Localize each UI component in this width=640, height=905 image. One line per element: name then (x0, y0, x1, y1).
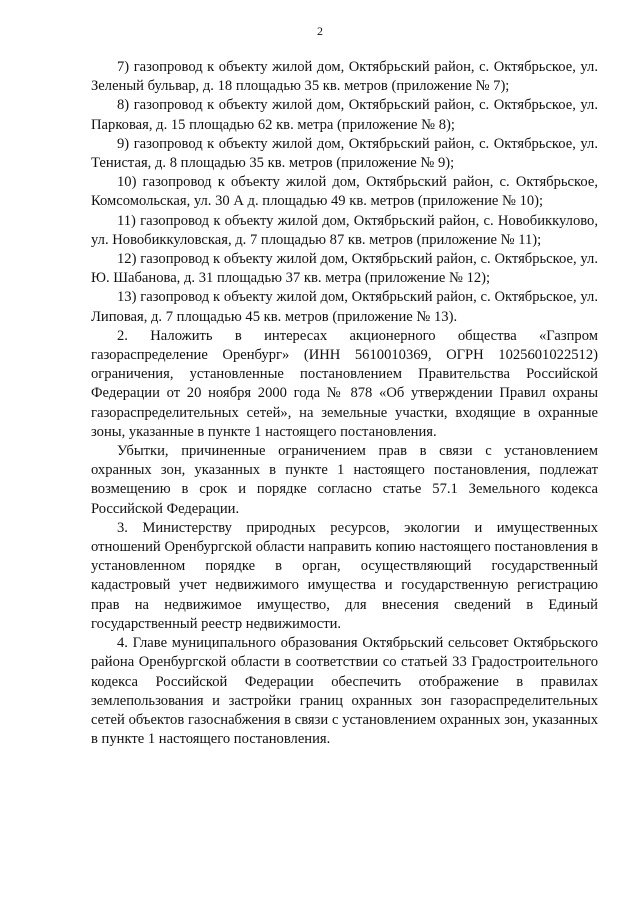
page-number: 2 (317, 24, 323, 38)
list-item-12: 12) газопровод к объекту жилой дом, Октябрьский район, с. Октябрьское, ул. Ю. Шабанова, д. 31 площадью 37 кв. метра (приложение № 12); (91, 251, 598, 287)
list-item-7: 7) газопровод к объекту жилой дом, Октябрьский район, с. Октябрьское, ул. Зеленый бульвар, д. 18 площадью 35 кв. метров (приложение № 7); (91, 59, 598, 95)
document-body (91, 58, 598, 749)
list-item-13: 13) газопровод к объекту жилой дом, Октябрьский район, с. Октябрьское, ул. Липовая, д. 7 площадью 45 кв. метров (приложение № 13). (91, 289, 598, 325)
list-item-8: 8) газопровод к объекту жилой дом, Октябрьский район, с. Октябрьское, ул. Парковая, д. 15 площадью 62 кв. метра (приложение № 8); (91, 97, 598, 133)
list-item-11: 11) газопровод к объекту жилой дом, Октябрьский район, с. Новобиккулово, ул. Новобиккуловская, д. 7 площадью 87 кв. метров (приложение № 11); (91, 212, 598, 248)
clause-2-damages: Убытки, причиненные ограничением прав в связи с установлением охранных зон, указанных в пункте 1 настоящего постановления, подлежат возмещению в срок и порядке согласно статье 57.1 Земельного кодекса Российской Федерации. (91, 443, 598, 517)
list-item-10: 10) газопровод к объекту жилой дом, Октябрьский район, с. Октябрьское, Комсомольская, ул. 30 А д. площадью 49 кв. метров (приложение № 10); (91, 174, 598, 210)
list-item-9: 9) газопровод к объекту жилой дом, Октябрьский район, с. Октябрьское, ул. Тенистая, д. 8 площадью 35 кв. метров (приложение № 9); (91, 135, 598, 172)
clause-3: 3. Министерству природных ресурсов, экологии и имущественных отношений Оренбургской области направить копию настоящего постановления в установленном порядке в орган, осуществляющий государственный кадастровый учет недвижимого имущества и государственную регистрацию прав на недвижимое имущество, для внесения сведений в Единый государственный реестр недвижимости. (91, 519, 598, 632)
clause-2: 2. Наложить в интересах акционерного общества «Газпром газораспределение Оренбург» (ИНН 5610010369, ОГРН 1025601022512) ограничения, установленные постановлением Правительства Российской Федерации от 20 ноября 2000 года № 878 «Об утверждении Правил охраны газораспределительных сетей», на земельные участки, входящие в охранные зоны, указанные в пункте 1 настоящего постановления. (91, 327, 598, 440)
clause-4: 4. Главе муниципального образования Октябрьский сельсовет Октябрьского района Оренбургской области в соответствии со статьей 33 Градостроительного кодекса Российской Федерации обеспечить отображение в правилах землепользования и застройки границ охранных зон газораспределительных сетей объектов газоснабжения в связи с установлением охранных зон, указанных в пункте 1 настоящего постановления. (91, 635, 598, 748)
